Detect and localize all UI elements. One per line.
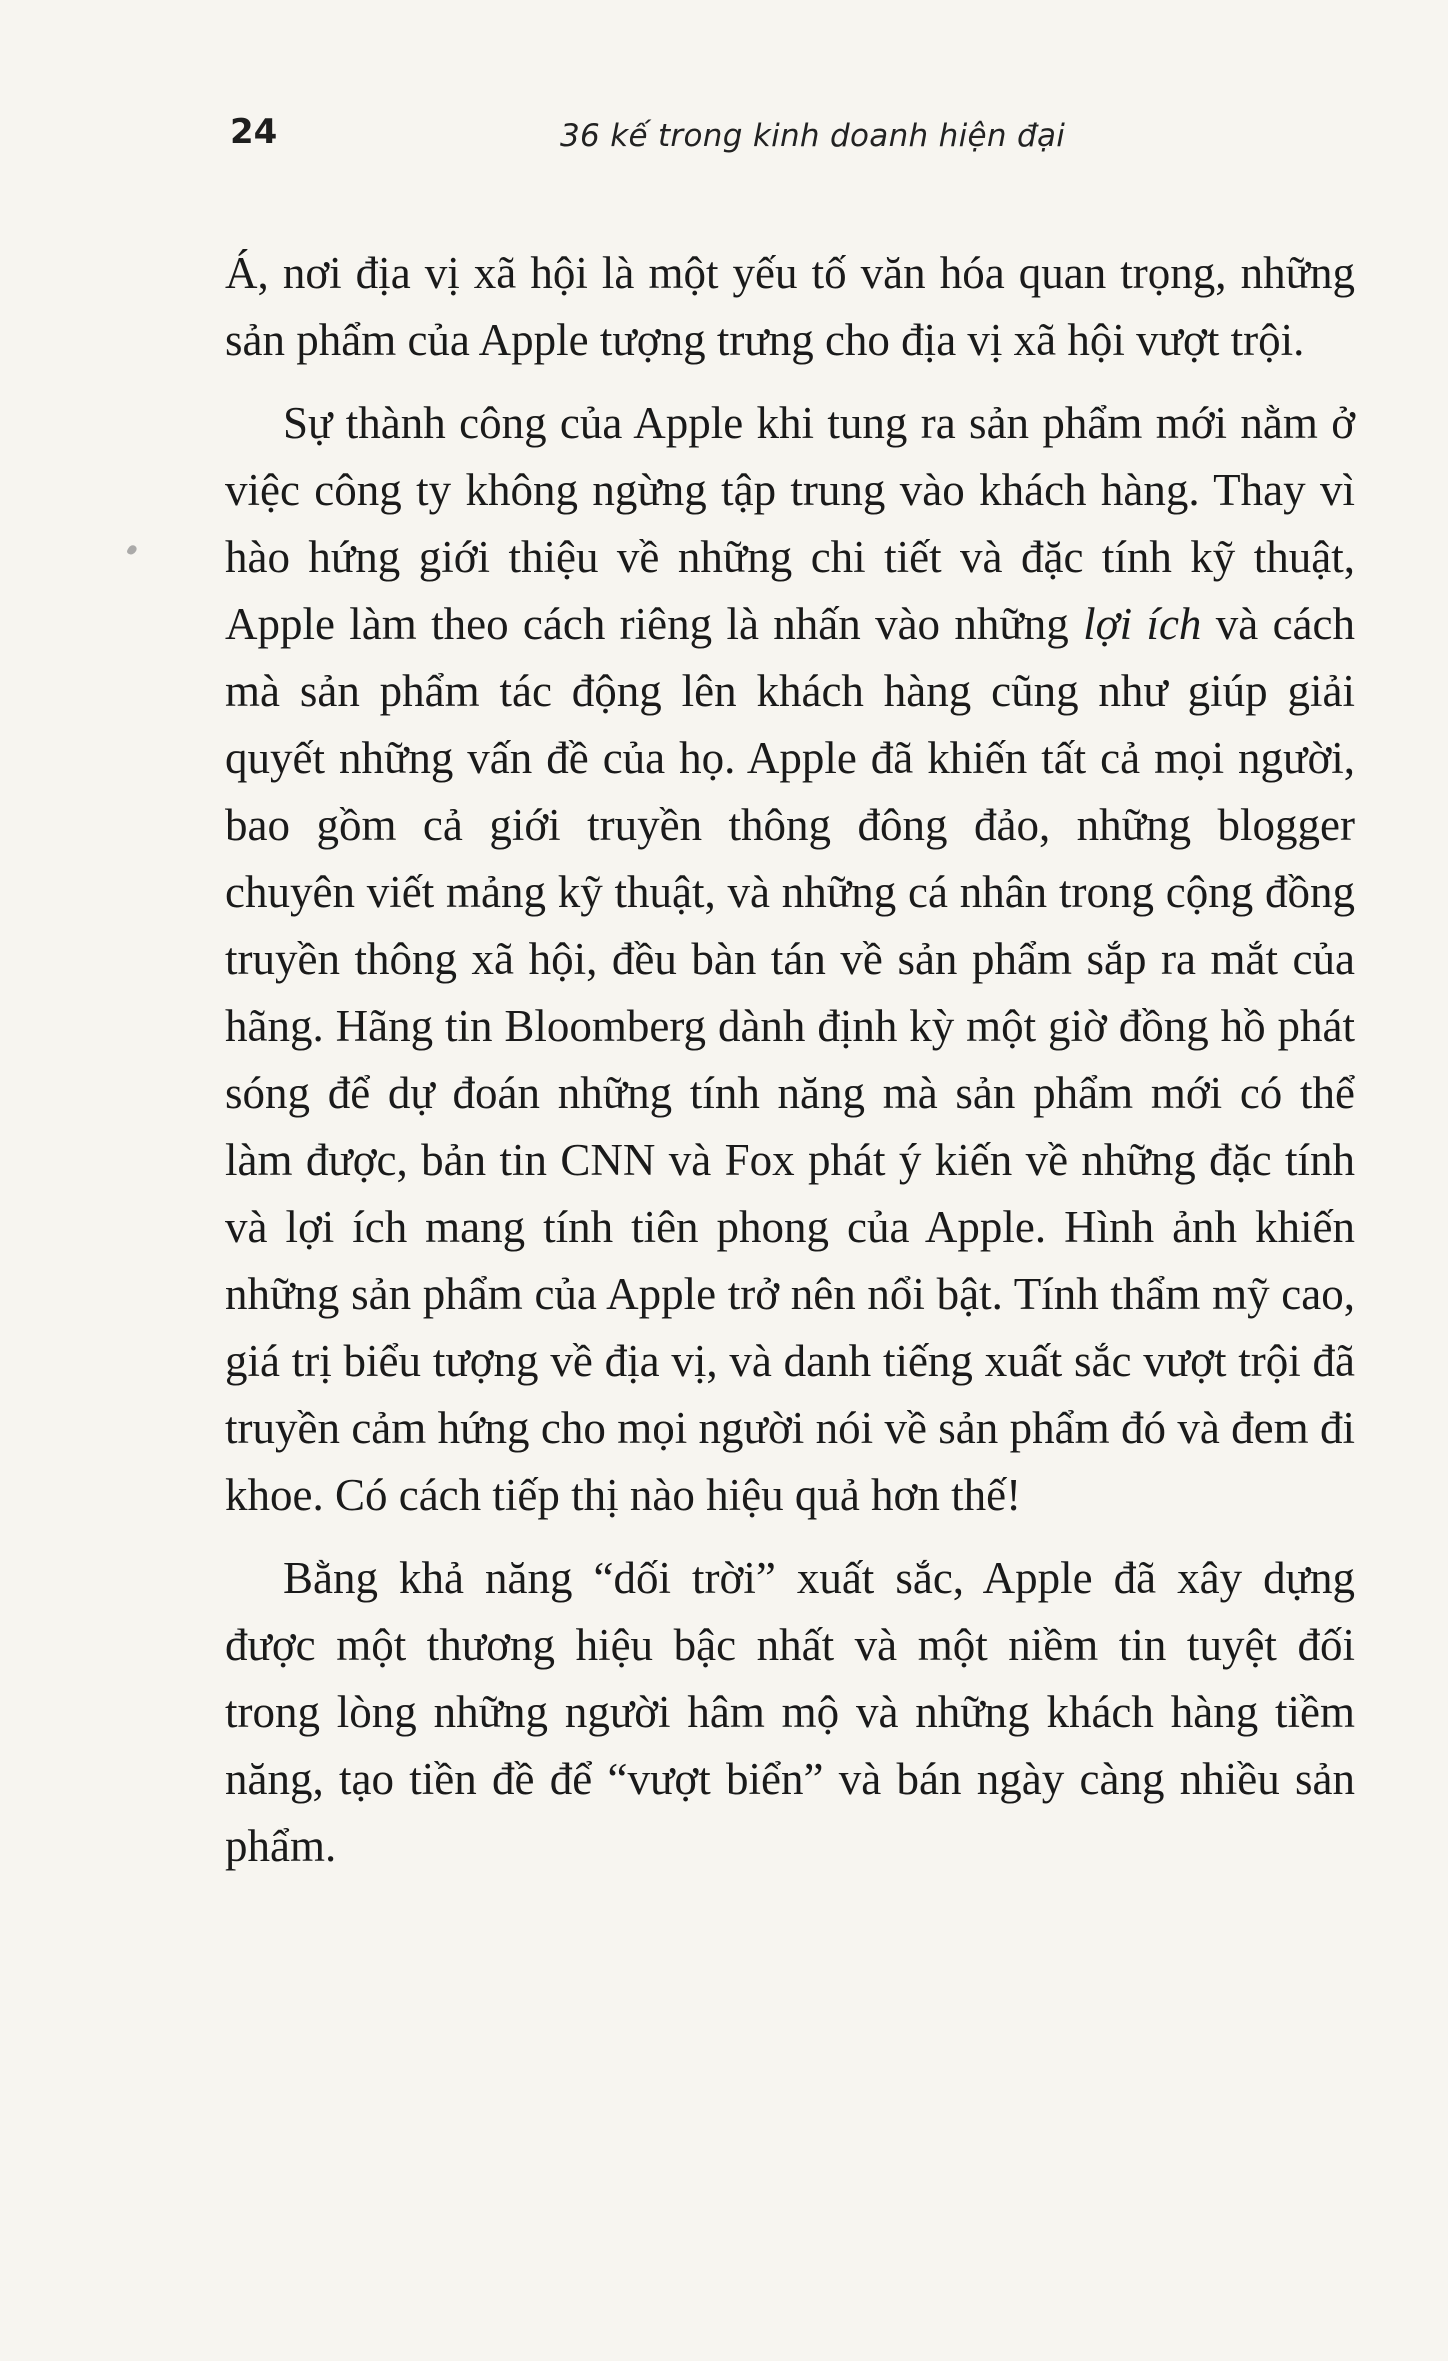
- body-text: [225, 240, 1355, 1896]
- ink-speck: [126, 544, 138, 557]
- paragraph-3: Bằng khả năng “dối trời” xuất sắc, Apple đã xây dựng được một thương hiệu bậc nhất và một niềm tin tuyệt đối trong lòng những người hâm mộ và những khách hàng tiềm năng, tạo tiền đề để “vượt biển” và bán ngày càng nhiều sản phẩm.: [225, 1553, 1355, 1871]
- emphasis-loi-ich: lợi ích: [1083, 599, 1202, 649]
- paragraph-2-text-start: Sự thành công của Apple khi tung ra sản phẩm mới nằm ở việc công ty không ngừng tập trung vào khách hàng. Thay vì hào hứng giới thiệu về những chi tiết và đặc tính kỹ thuật, Apple làm theo cách riêng là nhấn vào những: [225, 398, 1355, 649]
- page-number: 24: [230, 112, 278, 152]
- paragraph-2-text-end: và cách mà sản phẩm tác động lên khách hàng cũng như giúp giải quyết những vấn đề của họ. Apple đã khiến tất cả mọi người, bao gồm cả giới truyền thông đông đảo, những blogger chuyên viết mảng kỹ thuật, và những cá nhân trong cộng đồng truyền thông xã hội, đều bàn tán về sản phẩm sắp ra mắt của hãng. Hãng tin Bloomberg dành định kỳ một giờ đồng hồ phát sóng để dự đoán những tính năng mà sản phẩm mới có thể làm được, bản tin CNN và Fox phát ý kiến về những đặc tính và lợi ích mang tính tiên phong của Apple. Hình ảnh khiến những sản phẩm của Apple trở nên nổi bật. Tính thẩm mỹ cao, giá trị biểu tượng về địa vị, và danh tiếng xuất sắc vượt trội đã truyền cảm hứng cho mọi người nói về sản phẩm đó và đem đi khoe. Có cách tiếp thị nào hiệu quả hơn thế!: [225, 599, 1355, 1520]
- book-title: 36 kế trong kinh doanh hiện đại: [560, 118, 1066, 154]
- paragraph-2: [225, 390, 1355, 1529]
- paragraph-1: Á, nơi địa vị xã hội là một yếu tố văn hóa quan trọng, những sản phẩm của Apple tượng trưng cho địa vị xã hội vượt trội.: [225, 248, 1355, 365]
- running-header: [230, 112, 1230, 172]
